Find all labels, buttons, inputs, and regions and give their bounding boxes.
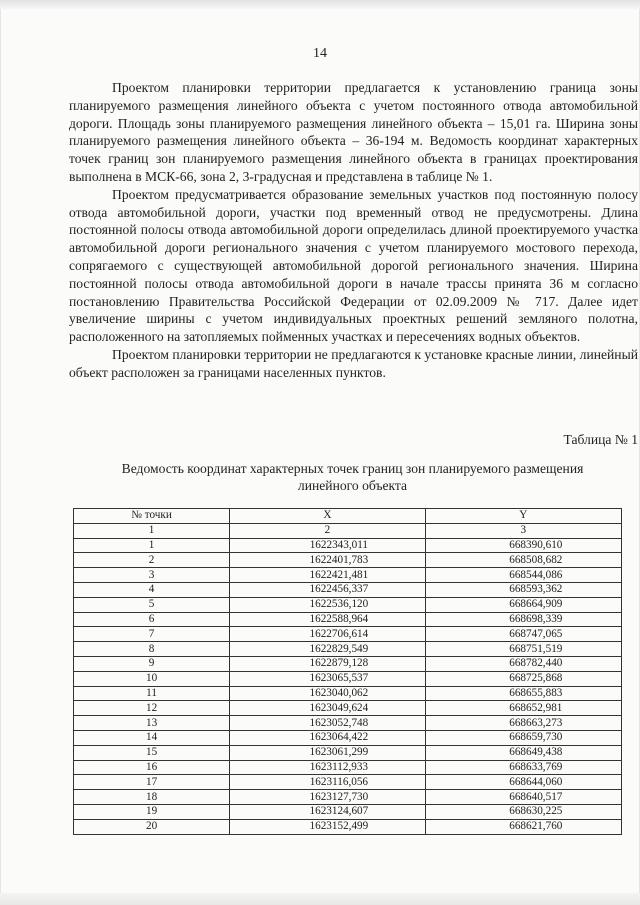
point-number-cell: 2 (74, 553, 230, 568)
table-row (74, 716, 622, 731)
paragraph-2: Проектом предусматривается образование земельных участков под постоянную полосу отвода автомобильной дороги, участки под временный отвод не предусмотрены. Длина постоянной полосы отвода автомобильной дороги определилась длиной проектируемого участка автомобильной дороги регионального значения с учетом планируемого мостового перехода, сопрягаемого с существующей автомобильной дорогой регионального значения. Ширина постоянной полосы отвода автомобильной дороги в начале трассы принята 36 м согласно постановлению Правительства Российской Федерации от 02.09.2009 № 717. Далее идет увеличение ширины с учетом индивидуальных проектных решений земляного полотна, расположенного на затопляемых пойменных участках и пересечениях водных объектов. (69, 186, 638, 345)
table-row (74, 627, 622, 642)
point-number-cell: 18 (74, 790, 230, 805)
x-coordinate-cell: 1623052,748 (230, 716, 425, 731)
point-number-cell: 15 (74, 745, 230, 760)
x-coordinate-cell: 1622343,011 (230, 538, 425, 553)
x-coordinate-cell: 1623065,537 (230, 671, 425, 686)
y-coordinate-cell: 668725,868 (425, 671, 621, 686)
x-coordinate-cell: 1622879,128 (230, 656, 425, 671)
header-x: X (230, 509, 425, 524)
table-title: Ведомость координат характерных точек границ зон планируемого размещения линейного объекта (121, 461, 584, 493)
index-cell: 2 (230, 523, 425, 538)
point-number-cell: 8 (74, 642, 230, 657)
y-coordinate-cell: 668747,065 (425, 627, 621, 642)
point-number-cell: 3 (74, 568, 230, 583)
table-row (74, 790, 622, 805)
x-coordinate-cell: 1623064,422 (230, 730, 425, 745)
point-number-cell: 20 (74, 819, 230, 834)
point-number-cell: 4 (74, 582, 230, 597)
point-number-cell: 16 (74, 760, 230, 775)
x-coordinate-cell: 1623124,607 (230, 804, 425, 819)
x-coordinate-cell: 1623152,499 (230, 819, 425, 834)
x-coordinate-cell: 1622421,481 (230, 568, 425, 583)
table-row (74, 582, 622, 597)
y-coordinate-cell: 668652,981 (425, 701, 621, 716)
table-row (74, 568, 622, 583)
y-coordinate-cell: 668649,438 (425, 745, 621, 760)
point-number-cell: 11 (74, 686, 230, 701)
table-row (74, 671, 622, 686)
x-coordinate-cell: 1623127,730 (230, 790, 425, 805)
y-coordinate-cell: 668782,440 (425, 656, 621, 671)
x-coordinate-cell: 1622401,783 (230, 553, 425, 568)
scan-top-edge (0, 0, 640, 9)
table-row (74, 538, 622, 553)
body-text (69, 79, 638, 382)
y-coordinate-cell: 668508,682 (425, 553, 621, 568)
table-row (74, 775, 622, 790)
coordinates-table (73, 508, 622, 835)
table-row (74, 597, 622, 612)
table-row (74, 553, 622, 568)
point-number-cell: 6 (74, 612, 230, 627)
y-coordinate-cell: 668633,769 (425, 760, 621, 775)
table-row (74, 804, 622, 819)
point-number-cell: 19 (74, 804, 230, 819)
x-coordinate-cell: 1623049,624 (230, 701, 425, 716)
x-coordinate-cell: 1622536,120 (230, 597, 425, 612)
y-coordinate-cell: 668640,517 (425, 790, 621, 805)
paragraph-3: Проектом планировки территории не предлагаются к установке красные линии, линейный объект расположен за границами населенных пунктов. (69, 346, 638, 380)
y-coordinate-cell: 668630,225 (425, 804, 621, 819)
y-coordinate-cell: 668655,883 (425, 686, 621, 701)
table-row (74, 656, 622, 671)
table-row (74, 686, 622, 701)
y-coordinate-cell: 668621,760 (425, 819, 621, 834)
x-coordinate-cell: 1623116,056 (230, 775, 425, 790)
y-coordinate-cell: 668593,362 (425, 582, 621, 597)
table-row (74, 701, 622, 716)
header-y: Y (425, 509, 621, 524)
point-number-cell: 12 (74, 701, 230, 716)
table-row (74, 745, 622, 760)
y-coordinate-cell: 668663,273 (425, 716, 621, 731)
point-number-cell: 1 (74, 538, 230, 553)
x-coordinate-cell: 1622829,549 (230, 642, 425, 657)
point-number-cell: 5 (74, 597, 230, 612)
x-coordinate-cell: 1623061,299 (230, 745, 425, 760)
index-cell: 3 (425, 523, 621, 538)
point-number-cell: 10 (74, 671, 230, 686)
table-body (74, 538, 622, 834)
point-number-cell: 7 (74, 627, 230, 642)
point-number-cell: 17 (74, 775, 230, 790)
y-coordinate-cell: 668644,060 (425, 775, 621, 790)
y-coordinate-cell: 668544,086 (425, 568, 621, 583)
page-number: 14 (313, 46, 327, 61)
x-coordinate-cell: 1623112,933 (230, 760, 425, 775)
y-coordinate-cell: 668664,909 (425, 597, 621, 612)
point-number-cell: 14 (74, 730, 230, 745)
y-coordinate-cell: 668390,610 (425, 538, 621, 553)
table-row (74, 730, 622, 745)
point-number-cell: 9 (74, 656, 230, 671)
y-coordinate-cell: 668659,730 (425, 730, 621, 745)
x-coordinate-cell: 1622456,337 (230, 582, 425, 597)
x-coordinate-cell: 1623040,062 (230, 686, 425, 701)
table-header-row (74, 509, 622, 524)
table-row (74, 612, 622, 627)
paragraph-1: Проектом планировки территории предлагается к установлению граница зоны планируемого размещения линейного объекта с учетом постоянного отвода автомобильной дороги. Площадь зоны планируемого размещения линейного объекта – 15,01 га. Ширина зоны планируемого размещения линейного объекта – 36-194 м. Ведомость координат характерных точек границ зон планируемого размещения линейного объекта в границах проектирования выполнена в МСК-66, зона 2, 3-градусная и представлена в таблице № 1. (69, 80, 638, 184)
table-row (74, 760, 622, 775)
x-coordinate-cell: 1622588,964 (230, 612, 425, 627)
point-number-cell: 13 (74, 716, 230, 731)
y-coordinate-cell: 668698,339 (425, 612, 621, 627)
y-coordinate-cell: 668751,519 (425, 642, 621, 657)
header-point-number: № точки (74, 509, 230, 524)
table-row (74, 819, 622, 834)
scan-bottom-edge (0, 893, 640, 905)
table-row (74, 642, 622, 657)
x-coordinate-cell: 1622706,614 (230, 627, 425, 642)
table-index-row (74, 523, 622, 538)
table-caption: Таблица № 1 (563, 432, 638, 447)
index-cell: 1 (74, 523, 230, 538)
